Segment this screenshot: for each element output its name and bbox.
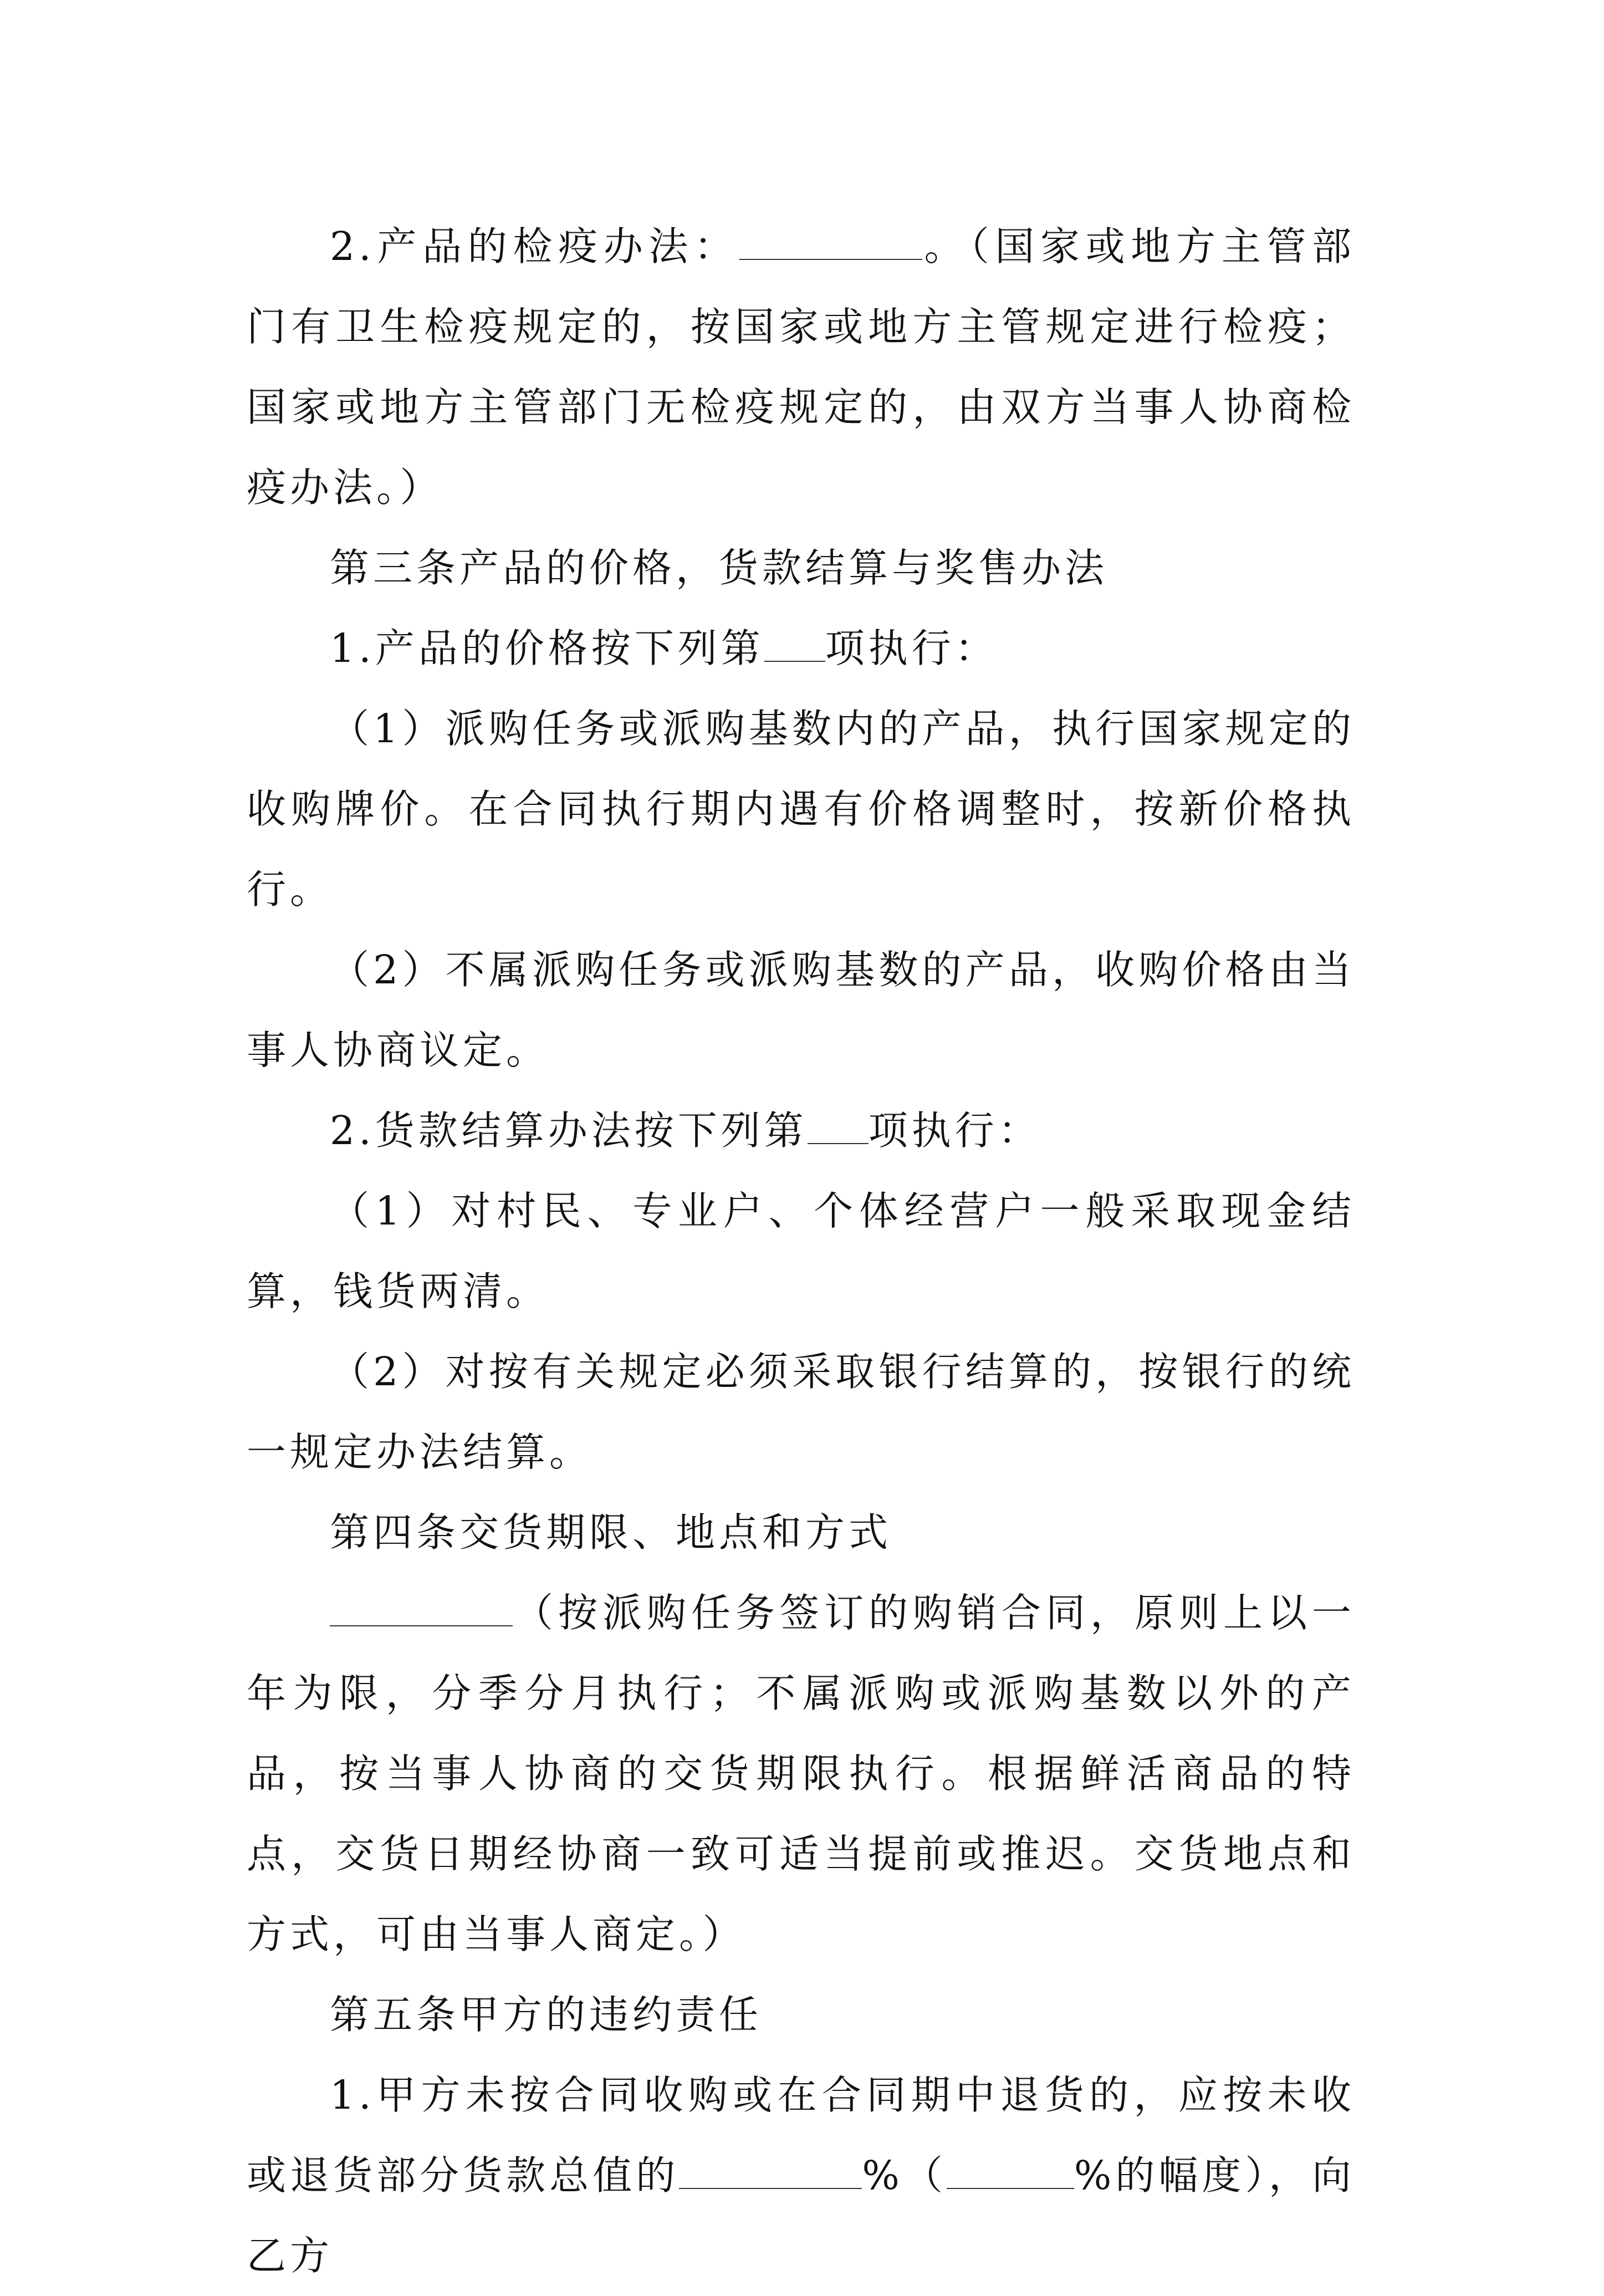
document-body bbox=[247, 206, 1355, 2296]
text-segment: %的幅度），向乙方 bbox=[247, 2152, 1355, 2279]
paragraph-settlement-item bbox=[247, 1090, 1355, 1171]
text-segment: 项执行： bbox=[825, 625, 998, 671]
text-segment: 项执行： bbox=[868, 1108, 1041, 1154]
heading-article-4: 第四条交货期限、地点和方式 bbox=[330, 1509, 892, 1555]
paragraph-price-item bbox=[247, 608, 1355, 688]
text-segment: 1.甲方未按合同收购或在合同期中退货的，应按未收或退货部分货款总值的 bbox=[247, 2072, 1355, 2198]
paragraph-settlement-option-1: （1）对村民、专业户、个体经营户一般采取现金结算，钱货两清。 bbox=[247, 1188, 1355, 1314]
text-segment: 。（国家或地方主管部门有卫生检疫规定的，按国家或地方主管规定进行检疫；国家或地方主管部门无检疫规定的，由双方当事人协商检疫办法。） bbox=[247, 223, 1355, 511]
fill-blank-price-item bbox=[764, 629, 825, 662]
heading-article-5: 第五条甲方的违约责任 bbox=[330, 1992, 763, 2038]
fill-blank-percent-range bbox=[947, 2156, 1074, 2189]
heading-article-3: 第三条产品的价格，货款结算与奖售办法 bbox=[330, 545, 1109, 591]
text-segment: 2.货款结算办法按下列第 bbox=[330, 1108, 808, 1154]
fill-blank-percent-total bbox=[679, 2156, 862, 2189]
text-segment: 1.产品的价格按下列第 bbox=[330, 625, 764, 671]
fill-blank-delivery bbox=[330, 1593, 513, 1626]
paragraph-delivery-terms bbox=[247, 1573, 1355, 1974]
paragraph-price-option-1: （1）派购任务或派购基数内的产品，执行国家规定的收购牌价。在合同执行期内遇有价格调整时，按新价格执行。 bbox=[247, 706, 1355, 912]
fill-blank-quarantine bbox=[739, 227, 922, 260]
fill-blank-settlement-item bbox=[808, 1111, 869, 1144]
paragraph-party-a-liability bbox=[247, 2055, 1355, 2296]
text-segment: （按派购任务签订的购销合同，原则上以一年为限，分季分月执行；不属派购或派购基数以外的产品，按当事人协商的交货期限执行。根据鲜活商品的特点，交货日期经协商一致可适当提前或推迟。交货地点和方式，可由当事人商定。） bbox=[247, 1590, 1355, 1957]
paragraph-price-option-2: （2）不属派购任务或派购基数的产品，收购价格由当事人协商议定。 bbox=[247, 947, 1355, 1073]
text-segment: 2.产品的检疫办法： bbox=[330, 223, 739, 269]
text-segment: %（ bbox=[862, 2152, 947, 2198]
paragraph-settlement-option-2: （2）对按有关规定必须采取银行结算的，按银行的统一规定办法结算。 bbox=[247, 1349, 1355, 1475]
paragraph-quarantine-method bbox=[247, 206, 1355, 528]
